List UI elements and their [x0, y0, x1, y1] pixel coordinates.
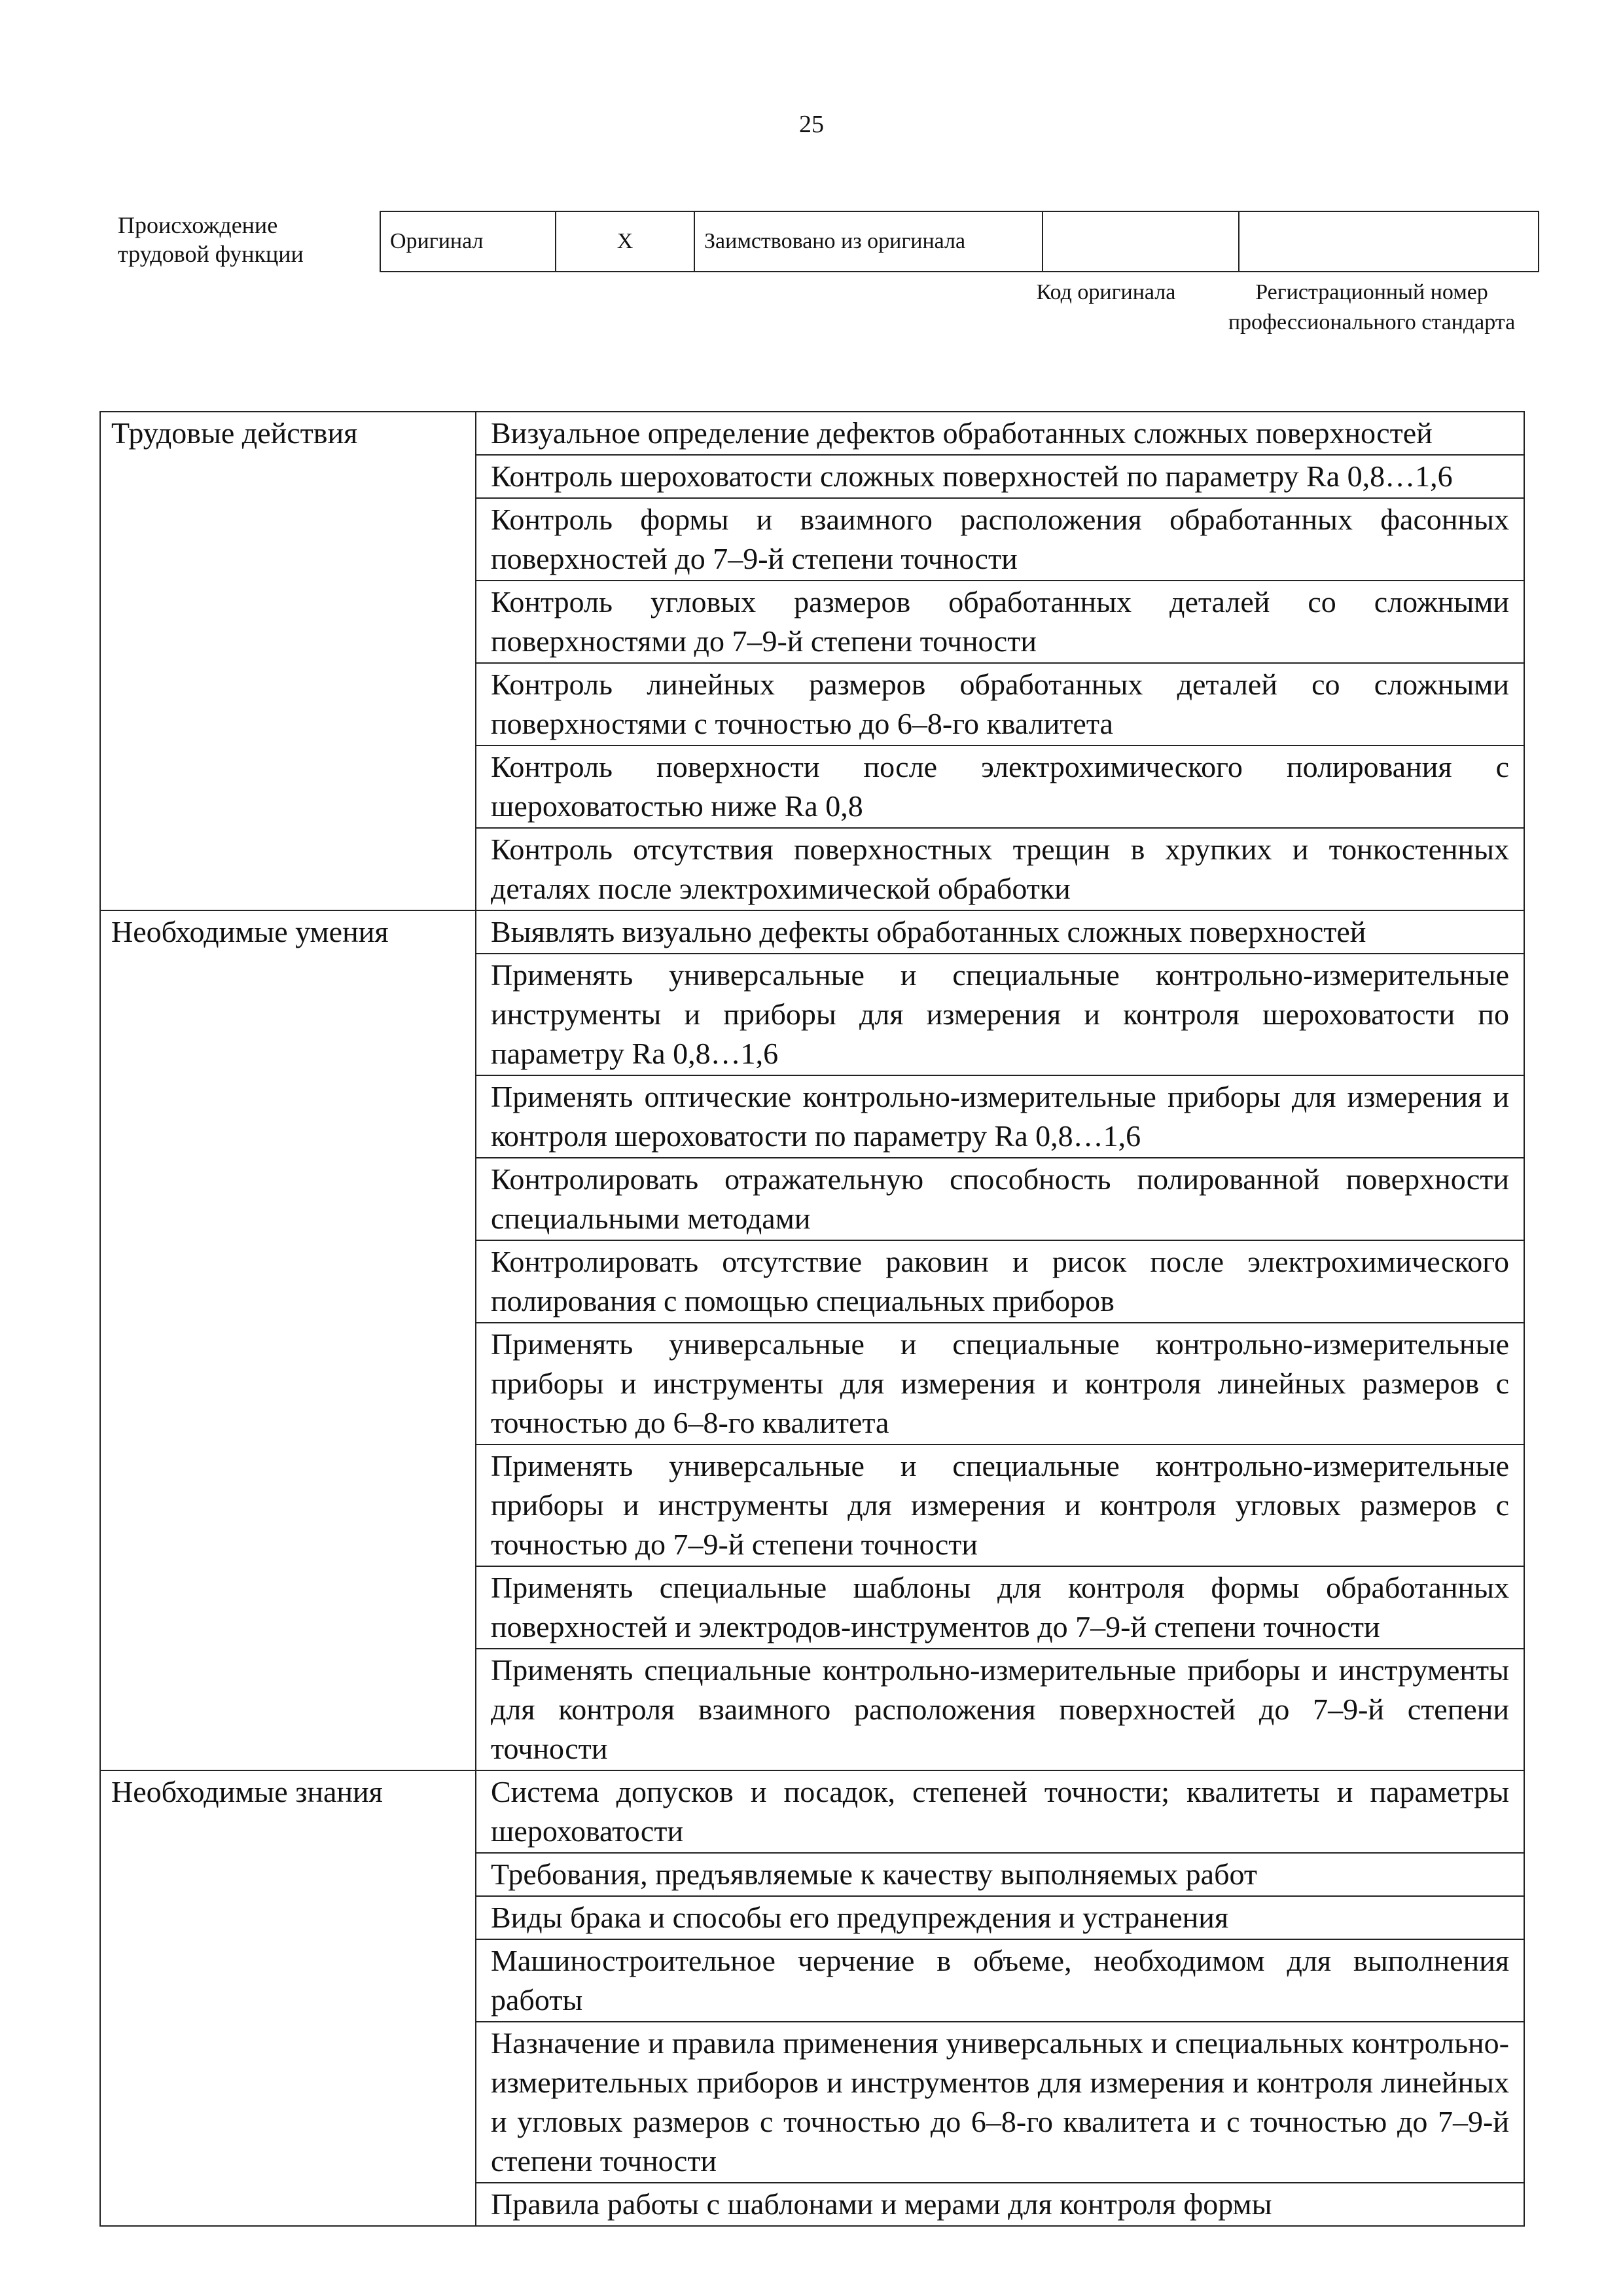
table-row — [100, 412, 1524, 455]
registration-number-cell — [1239, 211, 1539, 272]
table-row — [100, 910, 1524, 954]
list-item: Контроль формы и взаимного расположения обработанных фасонных поверхностей до 7–9-й степени точности — [476, 498, 1524, 581]
original-mark: X — [556, 211, 694, 272]
section-label-knowledge: Необходимые знания — [100, 1770, 476, 2226]
list-item: Требования, предъявляемые к качеству выполняемых работ — [476, 1853, 1524, 1896]
list-item: Применять оптические контрольно-измерительные приборы для измерения и контроля шероховатости по параметру Ra 0,8…1,6 — [476, 1075, 1524, 1158]
labor-function-table — [99, 411, 1525, 2227]
list-item: Назначение и правила применения универсальных и специальных контрольно-измерительных приборов и инструментов для измерения и контроля линейных и угловых размеров с точностью до 6–8-го квалитета и с точностью до 7–9-й степени точности — [476, 2022, 1524, 2183]
list-item: Контроль шероховатости сложных поверхностей по параметру Ra 0,8…1,6 — [476, 455, 1524, 498]
original-code-cell — [1043, 211, 1239, 272]
origin-row — [380, 211, 1539, 272]
list-item: Контроль поверхности после электрохимического полирования с шероховатостью ниже Ra 0,8 — [476, 745, 1524, 828]
borrowed-label: Заимствовано из оригинала — [694, 211, 1043, 272]
list-item: Правила работы с шаблонами и мерами для контроля формы — [476, 2183, 1524, 2226]
section-label-skills: Необходимые умения — [100, 910, 476, 1770]
page-number: 25 — [799, 111, 824, 138]
list-item: Контроль угловых размеров обработанных деталей со сложными поверхностями до 7–9-й степени точности — [476, 581, 1524, 663]
section-label-actions: Трудовые действия — [100, 412, 476, 910]
list-item: Выявлять визуально дефекты обработанных сложных поверхностей — [476, 910, 1524, 954]
origin-table — [380, 211, 1539, 272]
list-item: Применять универсальные и специальные контрольно-измерительные приборы и инструменты для измерения и контроля линейных размеров с точностью до 6–8-го квалитета — [476, 1323, 1524, 1444]
origin-label: Происхождение трудовой функции — [118, 212, 304, 267]
list-item: Контролировать отражательную способность полированной поверхности специальными методами — [476, 1158, 1524, 1240]
list-item: Применять специальные шаблоны для контроля формы обработанных поверхностей и электродов-инструментов до 7–9-й степени точности — [476, 1566, 1524, 1649]
list-item: Применять специальные контрольно-измерительные приборы и инструменты для контроля взаимного расположения поверхностей до 7–9-й степени точности — [476, 1649, 1524, 1770]
list-item: Виды брака и способы его предупреждения и устранения — [476, 1896, 1524, 1939]
list-item: Применять универсальные и специальные контрольно-измерительные инструменты и приборы для измерения и контроля шероховатости по параметру Ra 0,8…1,6 — [476, 954, 1524, 1075]
list-item: Контролировать отсутствие раковин и рисок после электрохимического полирования с помощью специальных приборов — [476, 1240, 1524, 1323]
code-caption: Код оригинала — [1036, 280, 1176, 304]
list-item: Контроль отсутствия поверхностных трещин в хрупких и тонкостенных деталях после электрохимической обработки — [476, 828, 1524, 910]
list-item: Применять универсальные и специальные контрольно-измерительные приборы и инструменты для измерения и контроля угловых размеров с точностью до 7–9-й степени точности — [476, 1444, 1524, 1566]
list-item: Визуальное определение дефектов обработанных сложных поверхностей — [476, 412, 1524, 455]
list-item: Система допусков и посадок, степеней точности; квалитеты и параметры шероховатости — [476, 1770, 1524, 1853]
table-row — [100, 1770, 1524, 1853]
registration-caption: Регистрационный номер профессионального стандарта — [1228, 280, 1516, 334]
list-item: Машиностроительное черчение в объеме, необходимом для выполнения работы — [476, 1939, 1524, 2022]
list-item: Контроль линейных размеров обработанных деталей со сложными поверхностями с точностью до 6–8-го квалитета — [476, 663, 1524, 745]
original-label: Оригинал — [380, 211, 556, 272]
